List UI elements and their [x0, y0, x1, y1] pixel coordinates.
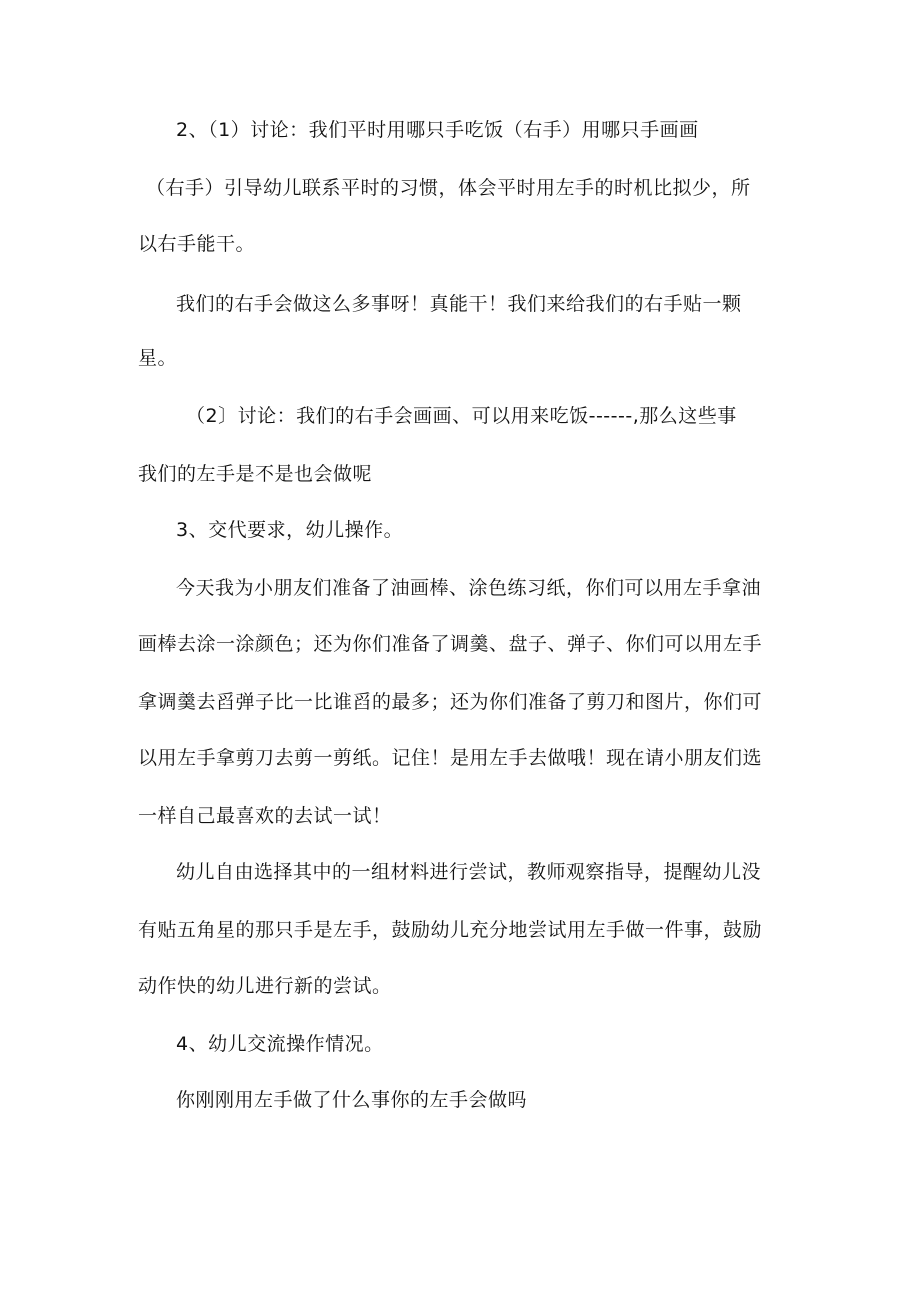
paragraph-line: 以用左手拿剪刀去剪一剪纸。记住！是用左手去做哦！现在请小朋友们选 [138, 747, 763, 769]
paragraph-line: 我们的右手会做这么多事呀！真能干！我们来给我们的右手贴一颗 [176, 293, 742, 315]
paragraph-line: 你刚刚用左手做了什么事你的左手会做吗 [176, 1089, 528, 1111]
paragraph-line: 星。 [138, 347, 178, 369]
paragraph-line: 有贴五角星的那只手是左手，鼓励幼儿充分地尝试用左手做一件事，鼓励 [138, 919, 763, 941]
paragraph-line: 画棒去涂一涂颜色；还为你们准备了调羹、盘子、弹子、你们可以用左手 [138, 633, 763, 655]
paragraph-line: （2〕讨论：我们的右手会画画、可以用来吃饭------,那么这些事 [186, 405, 737, 427]
paragraph-line: 动作快的幼儿进行新的尝试。 [138, 975, 392, 997]
paragraph-line: 拿调羹去舀弹子比一比谁舀的最多；还为你们准备了剪刀和图片，你们可 [138, 691, 763, 713]
paragraph-line: 4、幼儿交流操作情况。 [176, 1033, 384, 1055]
paragraph-line: 3、交代要求，幼儿操作。 [176, 519, 404, 541]
paragraph-line: 一样自己最喜欢的去试一试！ [138, 805, 392, 827]
paragraph-line: 我们的左手是不是也会做呢 [138, 463, 373, 485]
paragraph-line: 幼儿自由选择其中的一组材料进行尝试，教师观察指导，提醒幼儿没 [176, 861, 762, 883]
paragraph-line: 2、（1）讨论：我们平时用哪只手吃饭（右手）用哪只手画画 [176, 119, 699, 141]
paragraph-line: 以右手能干。 [138, 233, 256, 255]
paragraph-line: 今天我为小朋友们准备了油画棒、涂色练习纸，你们可以用左手拿油 [176, 577, 762, 599]
paragraph-line: （右手）引导幼儿联系平时的习惯，体会平时用左手的时机比拟少，所 [146, 177, 751, 199]
